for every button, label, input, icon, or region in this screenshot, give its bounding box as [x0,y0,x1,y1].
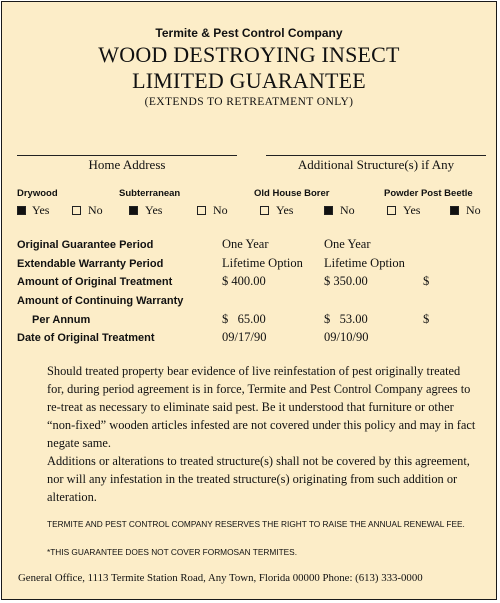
extendable-warranty-period-label: Extendable Warranty Period [17,258,164,270]
additional-structures-label: Additional Structure(s) if Any [297,157,455,172]
old-house-borer-yes-label: Yes [276,203,294,217]
amount-continuing-warranty-label: Amount of Continuing Warranty [17,295,184,307]
title-line-2: LIMITED GUARANTEE [132,68,366,93]
amount-original-treatment-value-1: $ 400.00 [222,274,266,288]
old-house-borer-yes-checkbox[interactable] [260,206,269,215]
paragraph-1-text: Should treated property bear evidence of live reinfestation of pest originally treated for, during period agreement is in force, Termite and Pest Control Company agrees to re-treat as necessary to eliminate said pest. Be it understood that furniture or other “non-fixed” wooden articles infested are not covered under this policy and may in fact negate same. [47,364,476,450]
additional-structures-line [266,155,486,156]
paragraph-2-text: Additions or alterations to treated structure(s) shall not be covered by this agreement, nor will any infestation in the treated structure(s) originating from such addition or alteration. [47,454,470,504]
per-annum-value-2: $ 53.00 [324,312,368,326]
amount-original-treatment-value-2: $ 350.00 [324,274,368,288]
subterranean-no-label: No [213,203,228,217]
drywood-yes-checkbox[interactable] [17,206,26,215]
footer-address: General Office, 1113 Termite Station Road, Any Town, Florida 00000 Phone: (613) 333-0000 [18,572,423,584]
powder-post-beetle-yes-label: Yes [403,203,421,217]
subtitle: (EXTENDS TO RETREATMENT ONLY) [144,96,354,108]
original-guarantee-period-value-2: One Year [324,237,371,251]
extendable-warranty-period-value-2: Lifetime Option [324,256,405,270]
extendable-warranty-period-value-1: Lifetime Option [222,256,303,270]
date-original-treatment-label: Date of Original Treatment [17,332,155,344]
company-name: Termite & Pest Control Company [155,26,343,40]
date-original-treatment-value-2: 09/10/90 [324,330,369,344]
reinfestation-paragraph [47,362,477,452]
title-line-1: WOOD DESTROYING INSECT [98,42,400,67]
drywood-no-checkbox[interactable] [72,206,81,215]
guarantee-form [1,1,497,600]
subterranean-yes-label: Yes [145,203,163,217]
home-address-line [17,155,237,156]
original-guarantee-period-value-1: One Year [222,237,269,251]
powder-post-beetle-no-label: No [466,203,481,217]
date-original-treatment-value-1: 09/17/90 [222,330,267,344]
renewal-fee-notice: TERMITE AND PEST CONTROL COMPANY RESERVES THE RIGHT TO RAISE THE ANNUAL RENEWAL FEE. [47,519,465,529]
formosan-notice: *THIS GUARANTEE DOES NOT COVER FORMOSAN TERMITES. [47,547,298,557]
amount-original-treatment-label: Amount of Original Treatment [17,276,173,288]
drywood-no-label: No [88,203,103,217]
per-annum-value-1: $ 65.00 [222,312,266,326]
subterranean-no-checkbox[interactable] [197,206,206,215]
old-house-borer-no-label: No [340,203,355,217]
subterranean-yes-checkbox[interactable] [129,206,138,215]
insect-subterranean-label: Subterranean [119,188,181,199]
per-annum-value-3: $ [423,312,430,326]
amount-original-treatment-value-3: $ [423,274,430,288]
home-address-label: Home Address [88,157,166,172]
original-guarantee-period-label: Original Guarantee Period [17,239,154,251]
insect-powder-post-beetle-label: Powder Post Beetle [384,188,473,199]
insect-old-house-borer-label: Old House Borer [254,188,330,199]
alterations-paragraph [47,452,477,506]
powder-post-beetle-yes-checkbox[interactable] [387,206,396,215]
old-house-borer-no-checkbox[interactable] [324,206,333,215]
insect-drywood-label: Drywood [17,188,58,199]
drywood-yes-label: Yes [32,203,50,217]
per-annum-label: Per Annum [32,314,91,326]
powder-post-beetle-no-checkbox[interactable] [450,206,459,215]
